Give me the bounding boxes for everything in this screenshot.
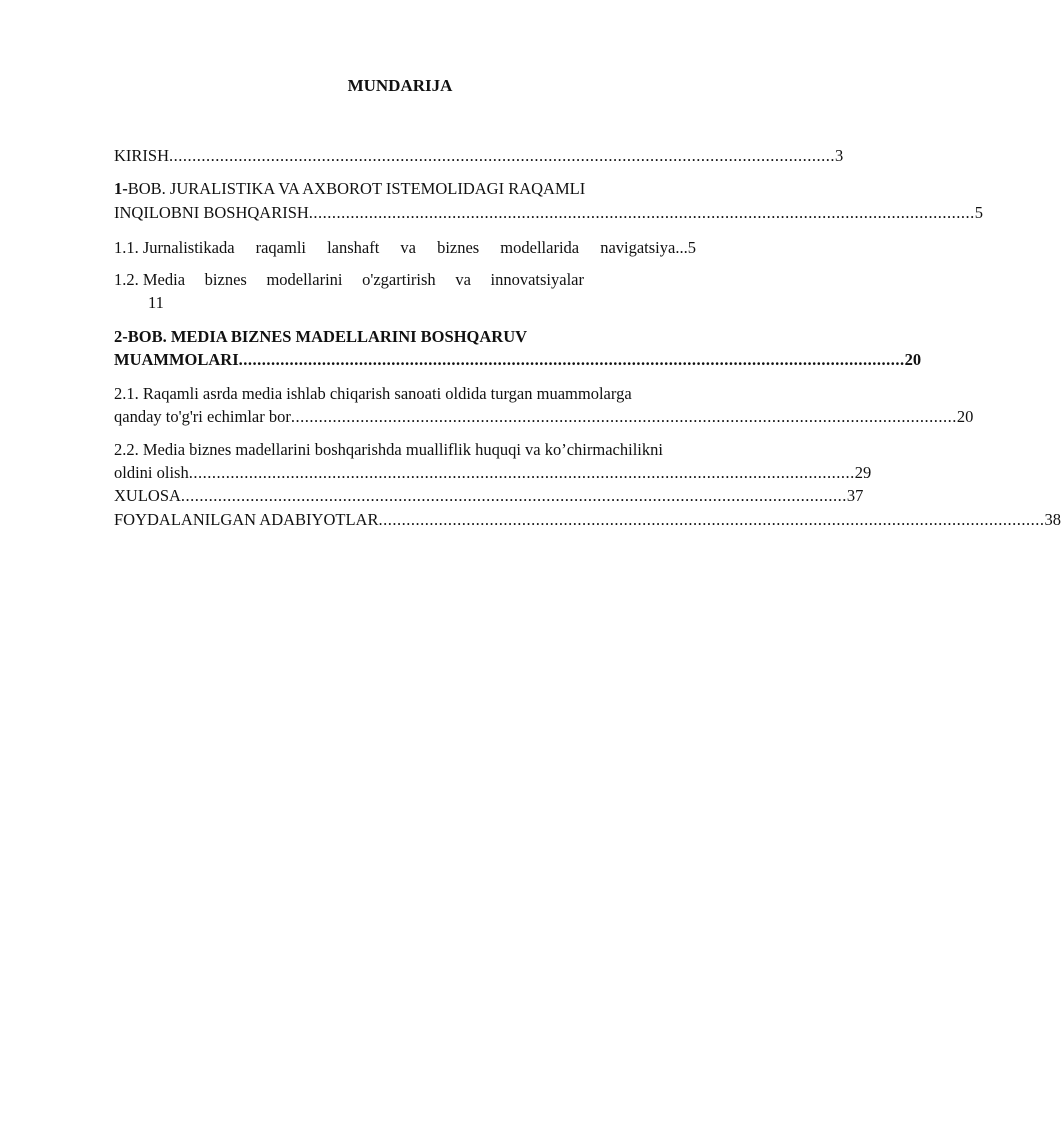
dot-leader: ................................................................................................................................................ xyxy=(169,146,836,165)
toc-page-number: 38 xyxy=(1044,510,1061,529)
toc-entry-label: KIRISH xyxy=(114,146,170,165)
toc-word: lanshaft xyxy=(327,238,380,257)
toc-entry-kirish[interactable] xyxy=(114,146,844,165)
toc-word: va xyxy=(455,270,471,289)
dot-leader: ................................................................................................................................................ xyxy=(290,407,957,426)
toc-page-number: 20 xyxy=(904,350,922,369)
toc-entry-label: oldini olish xyxy=(114,463,189,482)
toc-entry-2-2-line1[interactable]: 2.2. Media biznes madellarini boshqarishda mualliflik huquqi va ko’chirmachilikni xyxy=(114,440,663,459)
toc-word: 1.1. Jurnalistikada xyxy=(114,238,235,257)
toc-word: va xyxy=(400,238,416,257)
toc-word: modellarini xyxy=(266,270,343,289)
toc-entry-bob1-line2[interactable] xyxy=(114,203,984,222)
toc-page-number: 20 xyxy=(956,407,974,426)
toc-page-number: 5 xyxy=(974,203,984,222)
toc-word: modellarida xyxy=(500,238,580,257)
toc-entry-bob1-line1[interactable] xyxy=(114,181,585,198)
toc-word: biznes xyxy=(204,270,247,289)
toc-entry-1-1[interactable] xyxy=(114,240,696,257)
chapter-number: 1- xyxy=(114,179,128,198)
toc-word: o'zgartirish xyxy=(362,270,436,289)
toc-entry-xulosa[interactable] xyxy=(114,486,864,505)
toc-page-number: 37 xyxy=(846,486,864,505)
toc-entry-label: BOB. JURALISTIKA VA AXBOROT ISTEMOLIDAGI RAQAMLI xyxy=(127,179,586,198)
toc-page-number: 29 xyxy=(854,463,872,482)
dot-leader: ................................................................................................................................................ xyxy=(188,463,855,482)
dot-leader: ................................................................................................................................................ xyxy=(378,510,1045,529)
toc-page-number: 3 xyxy=(835,146,844,165)
toc-page-number: 11 xyxy=(148,293,164,312)
toc-entry-bob2-line2[interactable] xyxy=(114,350,922,369)
toc-word: raqamli xyxy=(255,238,307,257)
toc-entry-1-2[interactable] xyxy=(114,272,584,289)
dot-leader: ................................................................................................................................................ xyxy=(238,350,905,369)
toc-word: navigatsiya...5 xyxy=(600,238,696,257)
toc-entry-label: FOYDALANILGAN ADABIYOTLAR xyxy=(114,510,379,529)
toc-entry-label: qanday to'g'ri echimlar bor xyxy=(114,407,291,426)
toc-word: biznes xyxy=(437,238,480,257)
toc-word: innovatsiyalar xyxy=(490,270,584,289)
toc-entry-foydalanilgan-adabiyotlar[interactable] xyxy=(114,510,1061,529)
toc-entry-label: XULOSA xyxy=(114,486,181,505)
toc-entry-2-2-line2[interactable] xyxy=(114,463,872,482)
toc-entry-bob2-line1[interactable]: 2-BOB. MEDIA BIZNES MADELLARINI BOSHQARUV xyxy=(114,327,528,346)
dot-leader: ................................................................................................................................................ xyxy=(308,203,975,222)
page-title: MUNDARIJA xyxy=(347,76,453,95)
toc-word: 1.2. Media xyxy=(114,270,186,289)
toc-entry-label: INQILOBNI BOSHQARISH xyxy=(114,203,309,222)
toc-entry-label: MUAMMOLARI xyxy=(114,350,239,369)
toc-entry-2-1-line1[interactable]: 2.1. Raqamli asrda media ishlab chiqarish sanoati oldida turgan muammolarga xyxy=(114,384,632,403)
toc-entry-2-1-line2[interactable] xyxy=(114,407,974,426)
dot-leader: ................................................................................................................................................ xyxy=(180,486,847,505)
